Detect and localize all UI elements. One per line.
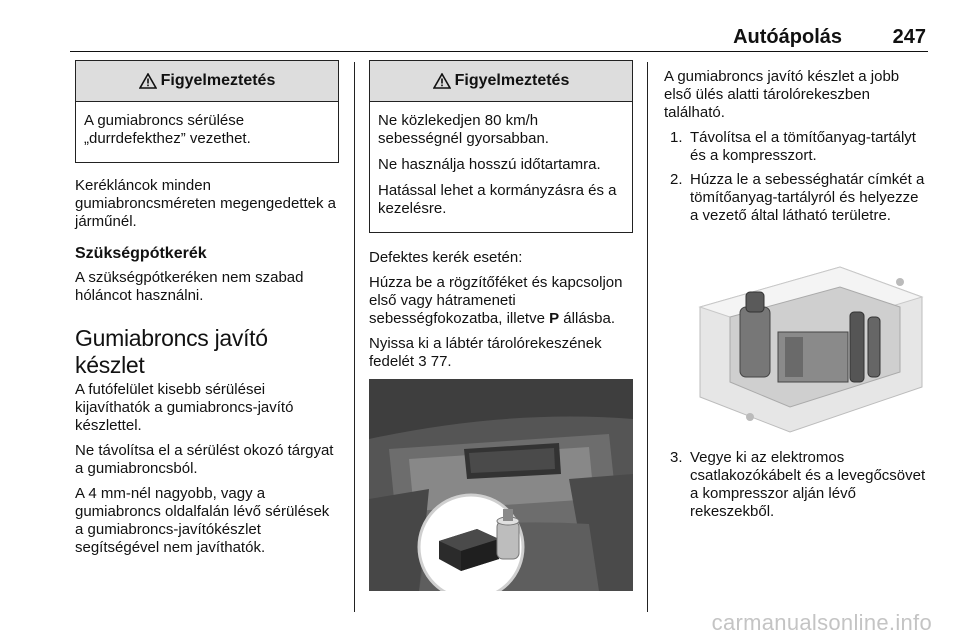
page-header [70,20,928,52]
heading-repair-kit: Gumiabroncs javító készlet [75,325,268,378]
paragraph-kit-location: A gumiabroncs javító készlet a jobb első ülés alatti tárolórekeszben található. [664,68,900,121]
warning-box [75,60,339,163]
warning-triangle-icon [433,73,451,89]
heading-spare-wheel: Szükségpótkerék [75,245,207,262]
column-1 [75,60,339,564]
warning-title: Figyelmeztetés [454,72,570,89]
paragraph-chains: Kerékláncok minden gumiabroncsméreten megengedettek a járműnél. [75,177,336,230]
warning-body [370,102,632,232]
list-item: 1. Távolítsa el a tömítőanyag-tartályt és a kompresszort. [670,129,916,164]
paragraph-brake: Húzza be a rögzítőféket és kapcsoljon első vagy hátrameneti sebességfokozatba, illetve P állásba. [369,274,623,327]
warning-header [76,61,338,102]
column-divider [354,62,355,612]
watermark: carmanualsonline.info [711,610,932,635]
repair-kit-storage-figure [690,237,928,437]
warning-box [369,60,633,233]
page-number: 247 [892,26,926,48]
warning-text: A gumiabroncs sérülése „durrdefekthez” vezethet. [84,112,251,147]
paragraph-kit-2: Ne távolítsa el a sérülést okozó tárgyat a gumiabroncsból. [75,442,334,477]
paragraph-kit-1: A futófelület kisebb sérülései kijavíthatók a gumiabroncs-javító készlettel. [75,381,294,434]
paragraph-kit-3: A 4 mm-nél nagyobb, vagy a gumiabroncs oldalfalán lévő sérülések a gumiabroncs-javítókészlet segítségével nem javíthatók. [75,485,330,556]
warning-steering: Hatással lehet a kormányzásra és a kezelésre. [378,182,617,217]
warning-triangle-icon [139,73,157,89]
warning-speed: Ne közlekedjen 80 km/h sebességnél gyorsabban. [378,112,549,147]
warning-title: Figyelmeztetés [160,72,276,89]
warning-body [76,102,338,162]
section-title: Autóápolás [733,26,842,48]
column-3 [664,60,928,527]
list-item: 2. Húzza le a sebességhatár címkét a tömítőanyag-tartályról és helyezze a vezető által látható területre. [670,171,925,224]
paragraph-defect: Defektes kerék esetén: [369,249,523,266]
paragraph-spare: A szükségpótkeréken nem szabad hóláncot használni. [75,269,304,304]
footwell-storage-figure [369,379,633,591]
paragraph-open-cover: Nyissa ki a lábtér tárolórekeszének fedelét 3 77. [369,335,602,370]
steps-list-a [664,129,928,225]
header-rule [70,51,928,52]
column-2 [369,60,633,591]
steps-list-b [664,449,928,521]
column-divider [647,62,648,612]
warning-duration: Ne használja hosszú időtartamra. [378,156,601,173]
list-item: 3. Vegye ki az elektromos csatlakozókábelt és a levegőcsövet a kompresszor alján lévő rekeszekből. [670,449,926,520]
page-reference-link[interactable]: 3 77. [418,353,452,370]
gear-p: P [549,310,560,327]
warning-header [370,61,632,102]
